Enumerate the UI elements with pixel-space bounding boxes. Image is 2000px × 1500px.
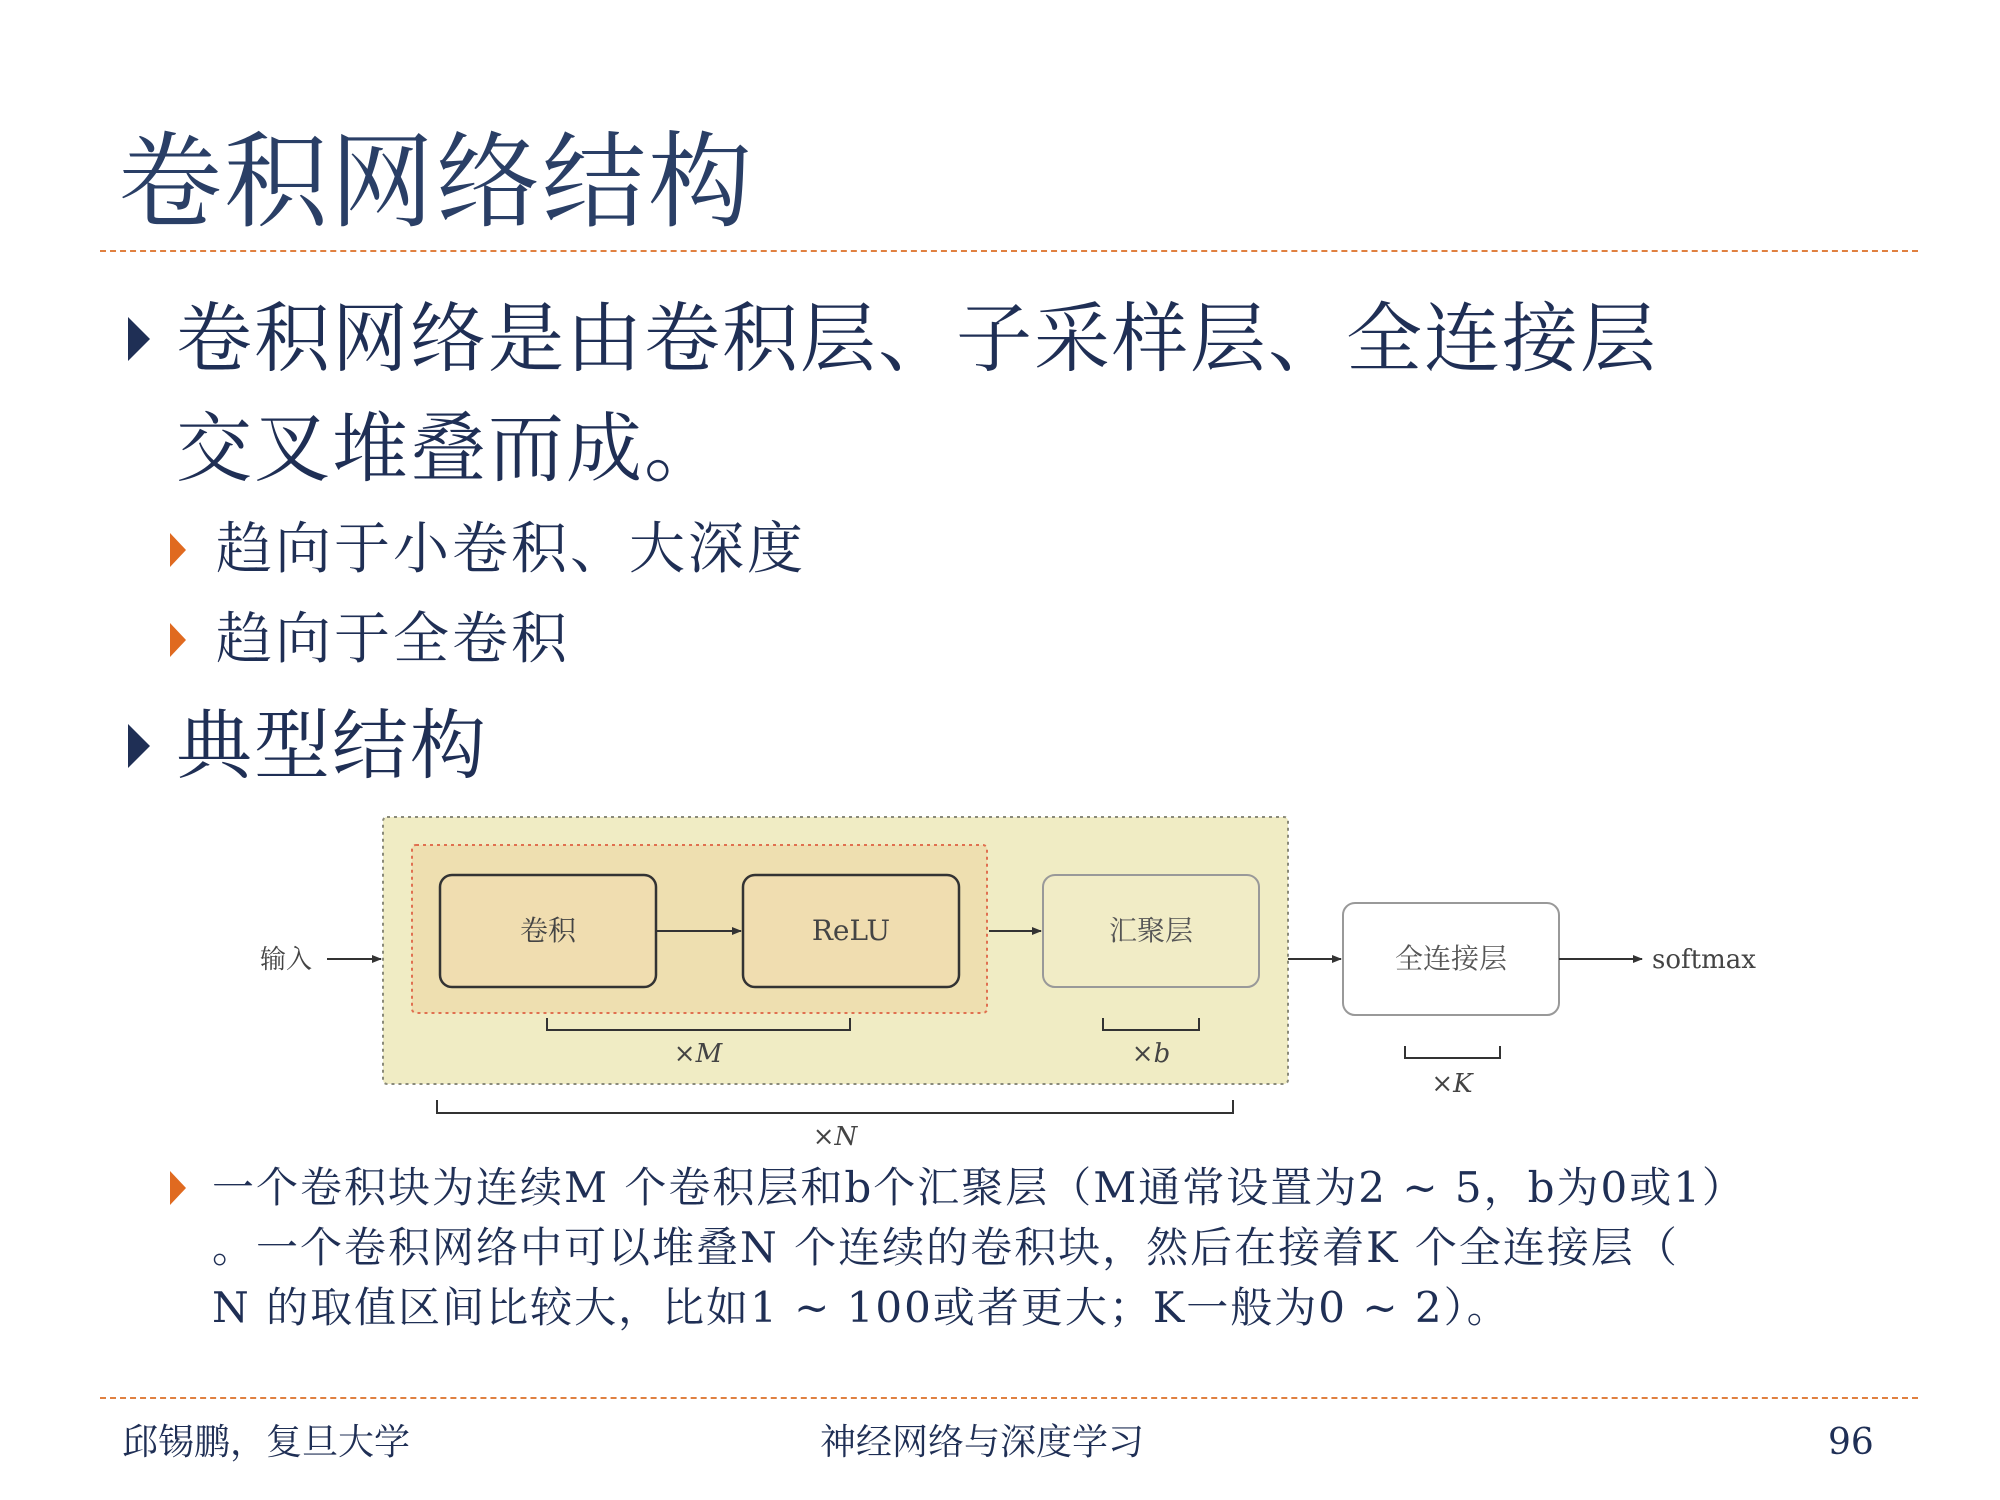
sub-bullet-arrow-icon [170,623,186,657]
bullet-text: 卷积网络是由卷积层、子采样层、全连接层 [176,294,1658,383]
bullet-text-continued: 交叉堆叠而成。 [176,404,722,493]
brace-n [437,1100,1233,1113]
slide-title: 卷积网络结构 [118,121,755,243]
description-line: 一个卷积块为连续M 个卷积层和b个汇聚层（M通常设置为2 ~ 5，b为0或1） [212,1163,1746,1212]
repeat-n-label: ×N [812,1122,858,1152]
bullet-main-1 [128,283,1928,507]
sub-bullet-arrow-icon [170,533,186,567]
sub-bullet-text: 趋向于小卷积、大深度 [216,517,806,582]
conv-label: 卷积 [519,914,577,947]
cnn-structure-diagram [0,800,2000,1160]
description-line: N 的取值区间比较大，比如1 ~ 100或者更大；K一般为0 ~ 2）。 [212,1283,1511,1332]
repeat-k-label: ×K [1431,1069,1473,1099]
description-line: 。一个卷积网络中可以堆叠N 个连续的卷积块，然后在接着K 个全连接层（ [212,1223,1679,1272]
repeat-b-label: ×b [1131,1039,1171,1069]
brace-k [1405,1046,1500,1058]
repeat-m-label: ×M [673,1039,723,1069]
softmax-label: softmax [1652,945,1756,975]
bullet-main-2 [128,690,1928,802]
bullet-arrow-icon [128,317,150,361]
bullet-arrow-icon [128,724,150,768]
footer-author: 邱锡鹏，复旦大学 [122,1422,411,1463]
description-bullet-icon [170,1171,186,1205]
page-number: 96 [1828,1422,1874,1463]
fc-label: 全连接层 [1394,942,1508,975]
footer-divider [100,1397,1918,1399]
relu-label: ReLU [811,914,891,947]
sub-bullet-text: 趋向于全卷积 [216,607,570,672]
description-paragraph [212,1158,1892,1338]
title-divider [100,250,1918,252]
pool-label: 汇聚层 [1108,914,1194,947]
bullet-text: 典型结构 [176,701,488,790]
input-label: 输入 [260,945,313,975]
footer-course: 神经网络与深度学习 [820,1422,1145,1463]
